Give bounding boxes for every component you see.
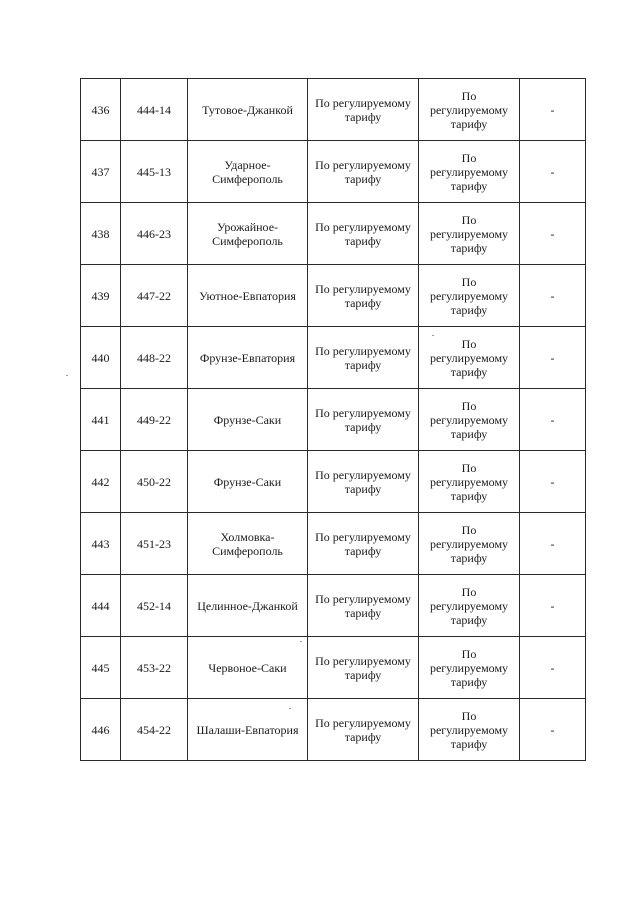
route-name-cell: Фрунзе-Саки xyxy=(188,389,308,451)
route-name-cell: Шалаши-Евпатория xyxy=(188,699,308,761)
route-name-cell: Червоное-Саки xyxy=(188,637,308,699)
route-registration-number-cell: 451-23 xyxy=(121,513,188,575)
tariff-cell: По регулируемому тарифу xyxy=(419,513,520,575)
tariff-cell: По регулируемому тарифу xyxy=(308,637,419,699)
table-row xyxy=(81,513,586,575)
scan-speck xyxy=(289,708,291,709)
route-name-cell: Фрунзе-Саки xyxy=(188,451,308,513)
route-name-cell: Уютное-Евпатория xyxy=(188,265,308,327)
tariff-cell: По регулируемому тарифу xyxy=(419,389,520,451)
tariff-cell: По регулируемому тарифу xyxy=(419,79,520,141)
row-number-cell: 444 xyxy=(81,575,121,637)
route-registration-number-cell: 450-22 xyxy=(121,451,188,513)
tariff-cell: По регулируемому тарифу xyxy=(308,575,419,637)
tariff-cell: По регулируемому тарифу xyxy=(419,203,520,265)
tariff-cell: По регулируемому тарифу xyxy=(419,327,520,389)
tariff-cell: По регулируемому тарифу xyxy=(419,637,520,699)
note-cell: - xyxy=(520,389,586,451)
row-number-cell: 446 xyxy=(81,699,121,761)
table-row xyxy=(81,79,586,141)
note-cell: - xyxy=(520,451,586,513)
row-number-cell: 445 xyxy=(81,637,121,699)
route-registration-number-cell: 444-14 xyxy=(121,79,188,141)
tariff-cell: По регулируемому тарифу xyxy=(419,141,520,203)
tariff-cell: По регулируемому тарифу xyxy=(308,513,419,575)
tariff-cell: По регулируемому тарифу xyxy=(308,699,419,761)
route-name-cell: Холмовка-Симферополь xyxy=(188,513,308,575)
routes-table-body xyxy=(81,79,586,761)
scan-speck xyxy=(66,375,68,376)
note-cell: - xyxy=(520,699,586,761)
table-row xyxy=(81,575,586,637)
row-number-cell: 441 xyxy=(81,389,121,451)
note-cell: - xyxy=(520,513,586,575)
scan-speck xyxy=(300,641,302,642)
route-registration-number-cell: 447-22 xyxy=(121,265,188,327)
tariff-cell: По регулируемому тарифу xyxy=(419,575,520,637)
tariff-cell: По регулируемому тарифу xyxy=(308,327,419,389)
route-registration-number-cell: 449-22 xyxy=(121,389,188,451)
route-registration-number-cell: 446-23 xyxy=(121,203,188,265)
note-cell: - xyxy=(520,141,586,203)
note-cell: - xyxy=(520,79,586,141)
table-row xyxy=(81,699,586,761)
tariff-cell: По регулируемому тарифу xyxy=(419,699,520,761)
row-number-cell: 440 xyxy=(81,327,121,389)
table-row xyxy=(81,327,586,389)
route-registration-number-cell: 453-22 xyxy=(121,637,188,699)
note-cell: - xyxy=(520,203,586,265)
table-row xyxy=(81,265,586,327)
scan-speck xyxy=(432,335,434,336)
tariff-cell: По регулируемому тарифу xyxy=(308,203,419,265)
route-registration-number-cell: 454-22 xyxy=(121,699,188,761)
row-number-cell: 443 xyxy=(81,513,121,575)
note-cell: - xyxy=(520,265,586,327)
route-name-cell: Урожайное-Симферополь xyxy=(188,203,308,265)
row-number-cell: 442 xyxy=(81,451,121,513)
note-cell: - xyxy=(520,637,586,699)
tariff-cell: По регулируемому тарифу xyxy=(308,265,419,327)
route-name-cell: Ударное-Симферополь xyxy=(188,141,308,203)
table-row xyxy=(81,203,586,265)
note-cell: - xyxy=(520,327,586,389)
note-cell: - xyxy=(520,575,586,637)
tariff-cell: По регулируемому тарифу xyxy=(308,389,419,451)
route-name-cell: Фрунзе-Евпатория xyxy=(188,327,308,389)
row-number-cell: 437 xyxy=(81,141,121,203)
table-row xyxy=(81,451,586,513)
tariff-cell: По регулируемому тарифу xyxy=(419,451,520,513)
tariff-cell: По регулируемому тарифу xyxy=(308,79,419,141)
route-name-cell: Тутовое-Джанкой xyxy=(188,79,308,141)
row-number-cell: 438 xyxy=(81,203,121,265)
table-row xyxy=(81,141,586,203)
table-row xyxy=(81,389,586,451)
route-registration-number-cell: 452-14 xyxy=(121,575,188,637)
route-registration-number-cell: 445-13 xyxy=(121,141,188,203)
tariff-cell: По регулируемому тарифу xyxy=(419,265,520,327)
route-name-cell: Целинное-Джанкой xyxy=(188,575,308,637)
tariff-cell: По регулируемому тарифу xyxy=(308,141,419,203)
route-registration-number-cell: 448-22 xyxy=(121,327,188,389)
table-row xyxy=(81,637,586,699)
row-number-cell: 439 xyxy=(81,265,121,327)
routes-table xyxy=(80,78,586,761)
tariff-cell: По регулируемому тарифу xyxy=(308,451,419,513)
row-number-cell: 436 xyxy=(81,79,121,141)
